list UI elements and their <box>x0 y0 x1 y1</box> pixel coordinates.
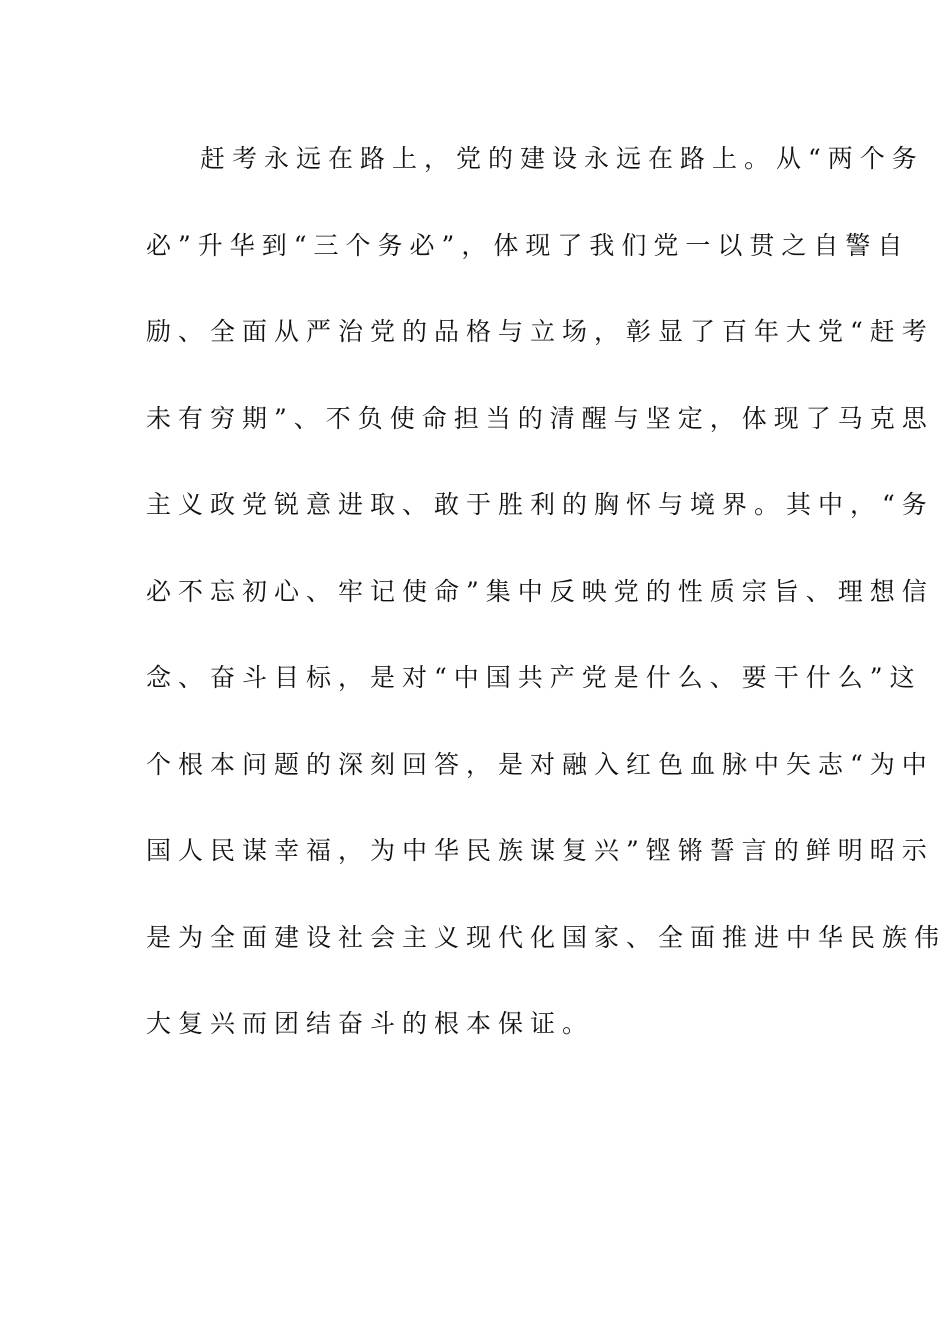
paragraph-line: 赶考永远在路上，党的建设永远在路上。从“两个务 <box>200 144 924 173</box>
paragraph-line: 念、奋斗目标，是对“中国共产党是什么、要干什么”这 <box>146 663 922 692</box>
paragraph-line: 必不忘初心、牢记使命”集中反映党的性质宗旨、理想信 <box>146 576 934 606</box>
paragraph-line: 主义政党锐意进取、敢于胜利的胸怀与境界。其中，“务 <box>146 490 934 519</box>
paragraph-line: 必”升华到“三个务必”，体现了我们党一以贯之自警自 <box>146 230 910 260</box>
paragraph-line: 个根本问题的深刻回答，是对融入红色血脉中矢志“为中 <box>146 749 934 779</box>
paragraph-line: 励、全面从严治党的品格与立场，彰显了百年大党“赶考 <box>146 317 934 346</box>
paragraph-line: 国人民谋幸福，为中华民族谋复兴”铿锵誓言的鲜明昭示 <box>146 836 934 865</box>
paragraph-line: 是为全面建设社会主义现代化国家、全面推进中华民族伟 <box>146 922 947 952</box>
body-paragraph <box>146 134 947 1086</box>
paragraph-line: 未有穷期”、不负使命担当的清醒与坚定，体现了马克思 <box>146 403 934 433</box>
paragraph-line: 大复兴而团结奋斗的根本保证。 <box>146 1009 595 1038</box>
